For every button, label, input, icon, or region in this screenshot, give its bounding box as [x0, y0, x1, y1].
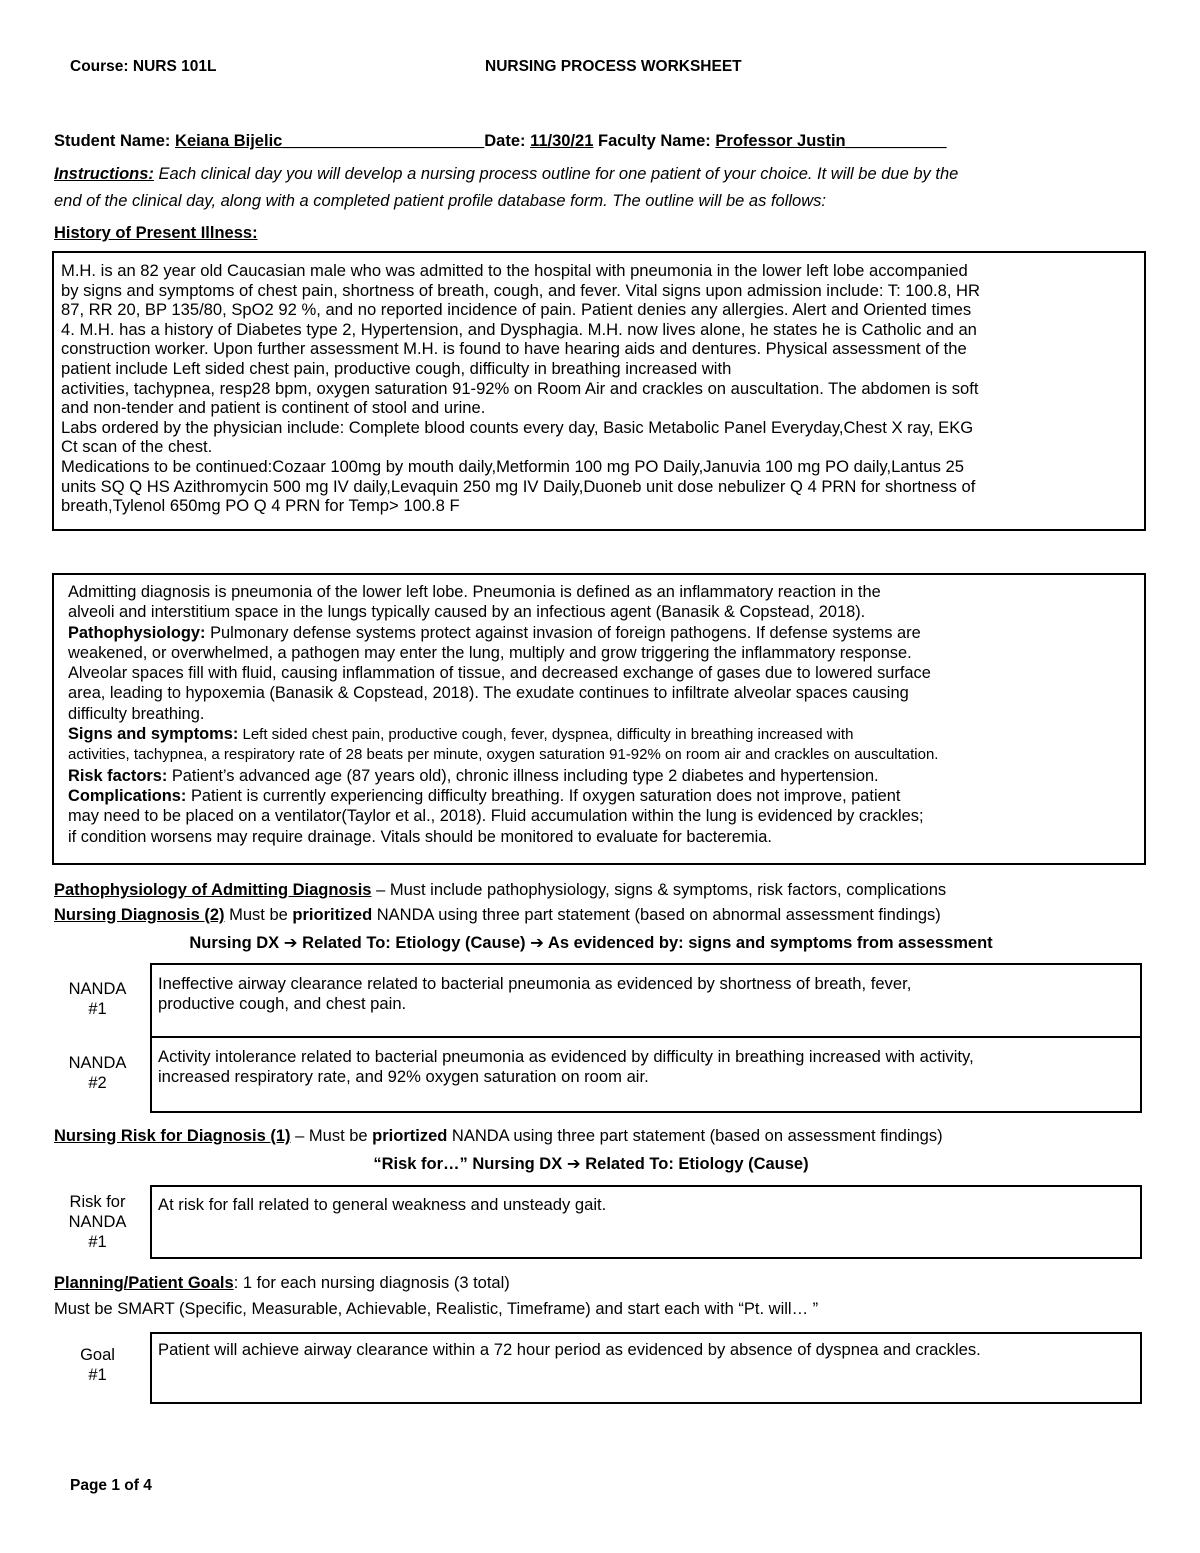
student-name: Keiana Bijelic______________________: [175, 132, 485, 150]
hpi-line: and non-tender and patient is continent of stool and urine.: [61, 398, 486, 418]
hpi-line: activities, tachypnea, resp28 bpm, oxygen saturation 91-92% on Room Air and crackles on auscultation. The abdomen is soft: [61, 378, 979, 398]
instructions-label: Instructions:: [54, 165, 154, 183]
student-name-label: Student Name:: [54, 132, 171, 150]
hpi-line: 4. M.H. has a history of Diabetes type 2, Hypertension, and Dysphagia. M.H. now lives alone, he states he is Catholic and an: [61, 319, 977, 339]
goal-1-box: [150, 1332, 1142, 1404]
nanda-2-label: NANDA #2: [68, 1054, 127, 1092]
hpi-heading: History of Present Illness:: [54, 224, 258, 242]
patho-label: Pathophysiology:: [68, 623, 206, 642]
patho-heading-title: Pathophysiology of Admitting Diagnosis: [54, 881, 372, 899]
nanda-1-box: [150, 963, 1142, 1038]
risk-nanda-box: [150, 1185, 1142, 1259]
patho-line: alveoli and interstitium space in the lungs typically caused by an infectious agent (Banasik & Copstead, 2018).: [68, 603, 866, 622]
risk-nanda-label: Risk for NANDA #1: [68, 1193, 127, 1251]
risk-dx-heading: Nursing Risk for Diagnosis (1) – Must be priortized NANDA using three part statement (based on assessment findings): [54, 1127, 943, 1145]
nursing-dx-formula: Nursing DX ➔ Related To: Etiology (Cause) ➔ As evidenced by: signs and symptoms from assessment: [189, 934, 993, 952]
instructions: [54, 165, 958, 184]
hpi-line: M.H. is an 82 year old Caucasian male who was admitted to the hospital with pneumonia in the lower left lobe accompanied: [61, 261, 968, 280]
nursing-dx-heading: Nursing Diagnosis (2) Must be prioritized NANDA using three part statement (based on abnormal assessment findings): [54, 906, 941, 924]
hpi-line: Ct scan of the chest.: [61, 437, 213, 457]
signs-line: Signs and symptoms: Left sided chest pain, productive cough, fever, dyspnea, difficulty in breathing increased with: [68, 725, 854, 744]
nanda-2-box: [150, 1036, 1142, 1113]
hpi-line: patient include Left sided chest pain, productive cough, difficulty in breathing increased with: [61, 358, 732, 378]
risk-dx-formula: “Risk for…” Nursing DX ➔ Related To: Etiology (Cause): [373, 1155, 809, 1173]
hpi-line: units SQ Q HS Azithromycin 500 mg IV daily,Levaquin 250 mg IV Daily,Duoneb unit dose nebulizer Q 4 PRN for shortness of: [61, 476, 976, 496]
nursing-dx-title: Nursing Diagnosis (2): [54, 906, 225, 924]
student-line: [54, 132, 947, 151]
patho-line: Admitting diagnosis is pneumonia of the lower left lobe. Pneumonia is defined as an inflammatory reaction in the: [68, 583, 881, 601]
course-label: Course: NURS 101L: [70, 58, 217, 75]
date-value: 11/30/21: [530, 132, 594, 150]
smart-instructions: Must be SMART (Specific, Measurable, Achievable, Realistic, Timeframe) and start each with “Pt. will… ”: [54, 1300, 819, 1318]
instructions-text: Each clinical day you will develop a nursing process outline for one patient of your choice. It will be due by the: [158, 165, 959, 183]
patho-text: [68, 582, 938, 847]
goal-1-label: Goal #1: [80, 1346, 115, 1384]
risk-dx-title: Nursing Risk for Diagnosis (1): [54, 1127, 291, 1145]
instructions-text-2: end of the clinical day, along with a completed patient profile database form. The outline will be as follows:: [54, 192, 826, 210]
date-label: Date:: [484, 132, 526, 150]
patho-line: Pathophysiology: Pulmonary defense systems protect against invasion of foreign pathogens. If defense systems are: [68, 623, 921, 642]
hpi-line: breath,Tylenol 650mg PO Q 4 PRN for Temp> 100.8 F: [61, 496, 460, 516]
planning-heading: Planning/Patient Goals: 1 for each nursing diagnosis (3 total): [54, 1274, 510, 1292]
hpi-line: Labs ordered by the physician include: Complete blood counts every day, Basic Metabolic Panel Everyday,Chest X ray, EKG: [61, 417, 974, 437]
page-title: NURSING PROCESS WORKSHEET: [485, 58, 742, 75]
patho-line: weakened, or overwhelmed, a pathogen may enter the lung, multiply and grow triggering the inflammatory response.: [68, 643, 912, 662]
hpi-text: [61, 261, 980, 516]
signs-label: Signs and symptoms:: [68, 725, 239, 744]
hpi-box: [52, 251, 1146, 531]
planning-title: Planning/Patient Goals: [54, 1274, 234, 1292]
comp-line: if condition worsens may require drainage. Vitals should be monitored to evaluate for bacteremia.: [68, 827, 772, 846]
signs-line: activities, tachypnea, a respiratory rate of 28 beats per minute, oxygen saturation 91-92% on room air and crackles on auscultation.: [68, 746, 939, 764]
comp-line: Complications: Patient is currently experiencing difficulty breathing. If oxygen saturation does not improve, patient: [68, 786, 901, 805]
hpi-line: by signs and symptoms of chest pain, shortness of breath, cough, and fever. Vital signs upon admission include: T: 100.8, HR: [61, 280, 981, 300]
risk-label: Risk factors:: [68, 766, 168, 785]
patho-line: difficulty breathing.: [68, 704, 205, 723]
risk-line: Risk factors: Patient’s advanced age (87 years old), chronic illness including type 2 diabetes and hypertension.: [68, 766, 879, 785]
goal-1-text: Patient will achieve airway clearance within a 72 hour period as evidenced by absence of dyspnea and crackles.: [158, 1340, 981, 1359]
nanda-2-text: Activity intolerance related to bacterial pneumonia as evidenced by difficulty in breathing increased with activity, increased respiratory rate, and 92% oxygen saturation on room air.: [158, 1047, 974, 1086]
comp-line: may need to be placed on a ventilator(Taylor et al., 2018). Fluid accumulation within the lung is evidenced by crackles;: [68, 807, 924, 826]
patho-line: Alveolar spaces fill with fluid, causing inflammation of tissue, and decreased exchange of gases due to lowered surface: [68, 664, 931, 683]
faculty-name: Professor Justin___________: [715, 132, 947, 150]
nanda-1-text: Ineffective airway clearance related to bacterial pneumonia as evidenced by shortness of breath, fever, productive cough, and chest pain.: [158, 974, 912, 1013]
pathophysiology-box: [52, 573, 1146, 865]
hpi-line: Medications to be continued:Cozaar 100mg by mouth daily,Metformin 100 mg PO Daily,Januvia 100 mg PO daily,Lantus 25: [61, 456, 964, 476]
nanda-1-label: NANDA #1: [68, 980, 127, 1018]
page-number: Page 1 of 4: [70, 1477, 152, 1494]
faculty-label: Faculty Name:: [598, 132, 711, 150]
hpi-line: construction worker. Upon further assessment M.H. is found to have hearing aids and dentures. Physical assessment of the: [61, 339, 967, 359]
risk-nanda-text: At risk for fall related to general weakness and unsteady gait.: [158, 1195, 607, 1214]
hpi-line: 87, RR 20, BP 135/80, SpO2 92 %, and no reported incidence of pain. Patient denies any allergies. Alert and Oriented times: [61, 300, 972, 320]
complications-label: Complications:: [68, 786, 187, 805]
patho-line: area, leading to hypoxemia (Banasik & Copstead, 2018). The exudate continues to infiltrate alveolar spaces causing: [68, 684, 909, 703]
patho-heading: Pathophysiology of Admitting Diagnosis – Must include pathophysiology, signs & symptoms, risk factors, complications: [54, 881, 947, 899]
